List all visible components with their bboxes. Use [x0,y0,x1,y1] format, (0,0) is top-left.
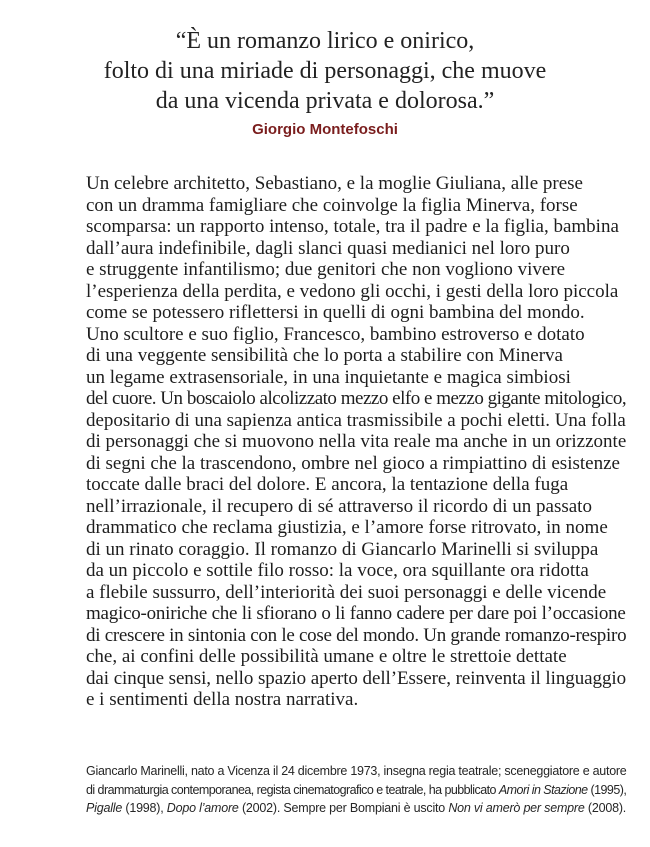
synopsis-line: dall’aura indefinibile, dagli slanci quasi medianici nel loro puro [86,237,570,259]
bio-text: (2008). [584,801,627,815]
synopsis-line: nell’irrazionale, il recupero di sé attraverso il ricordo di un passato [86,495,592,517]
synopsis-line: magico-oniriche che li sfiorano o li fanno cadere per dare poi l’occasione [86,603,626,624]
synopsis-line: con un dramma famigliare che coinvolge la figlia Minerva, forse [86,194,578,216]
synopsis-line: come se potessero riflettersi in quelli di ogni bambina del mondo. [86,302,585,323]
pull-quote [40,26,610,116]
bio-text: (1995), [587,782,627,797]
synopsis-line: e i sentimenti della nostra narrativa. [86,689,359,710]
synopsis-line: di un rinato coraggio. Il romanzo di Giancarlo Marinelli si sviluppa [86,538,599,560]
book-title: Pigalle [86,801,123,815]
synopsis-line: del cuore. Un boscaiolo alcolizzato mezzo elfo e mezzo gigante mitologico, [86,388,627,409]
synopsis-line: e struggente infantilismo; due genitori che non vogliono vivere [86,259,566,280]
synopsis-line: da un piccolo e sottile filo rosso: la voce, ora squillante ora ridotta [86,560,589,581]
book-title: Dopo l’amore [166,801,239,815]
synopsis-line: depositario di una sapienza antica trasmissibile a pochi eletti. Una folla [86,409,626,431]
synopsis-line: che, ai confini delle possibilità umane e oltre le strettoie dettate [86,646,567,667]
synopsis-line: Un celebre architetto, Sebastiano, e la moglie Giuliana, alle prese [86,173,583,194]
synopsis-line: di segni che la trascendono, ombre nel gioco a rimpiattino di esistenze [86,452,620,474]
synopsis-line: toccate dalle braci del dolore. E ancora, la tentazione della fuga [86,474,569,495]
synopsis-line: dai cinque sensi, nello spazio aperto dell’Essere, reinventa il linguaggio [86,667,627,689]
synopsis-text [86,173,626,711]
quote-line: “È un romanzo lirico e onirico, [175,28,475,54]
book-title: Non vi amerò per sempre [448,801,585,815]
synopsis-line: un legame extrasensoriale, in una inquietante e magica simbiosi [86,366,571,388]
synopsis-line: scomparsa: un rapporto intenso, totale, tra il padre e la figlia, bambina [86,216,619,237]
synopsis-line: di una veggente sensibilità che lo porta a stabilire con Minerva [86,345,563,366]
synopsis-line: Uno scultore e suo figlio, Francesco, bambino estroverso e dotato [86,323,585,345]
book-title: Amori in Stazione [498,782,588,797]
bio-text: di drammaturgia contemporanea, regista cinematografico e teatrale, ha pubblicato [86,782,499,797]
author-bio [86,762,626,818]
synopsis-line: l’esperienza della perdita, e vedono gli occhi, i gesti della loro piccola [86,280,619,302]
quote-line: folto di una miriade di personaggi, che muove [103,58,547,84]
synopsis-line: drammatico che reclama giustizia, e l’amore forse ritrovato, in nome [86,517,608,538]
synopsis-line: di crescere in sintonia con le cose del mondo. Un grande romanzo-respiro [86,624,627,646]
bio-line [86,781,626,800]
bio-line [86,799,626,818]
synopsis-line: di personaggi che si muovono nella vita reale ma anche in un orizzonte [86,431,627,452]
quote-line: da una vicenda privata e dolorosa.” [155,88,495,114]
bio-line: Giancarlo Marinelli, nato a Vicenza il 24 dicembre 1973, insegna regia teatrale; sceneggiatore e autore [86,764,627,778]
bio-text: (2002). Sempre per Bompiani è uscito [238,801,449,815]
bio-text: (1998), [122,801,167,815]
synopsis-line: a flebile sussurro, dell’interiorità dei suoi personaggi e delle vicende [86,581,607,603]
quote-author: Giorgio Montefoschi [252,121,398,138]
